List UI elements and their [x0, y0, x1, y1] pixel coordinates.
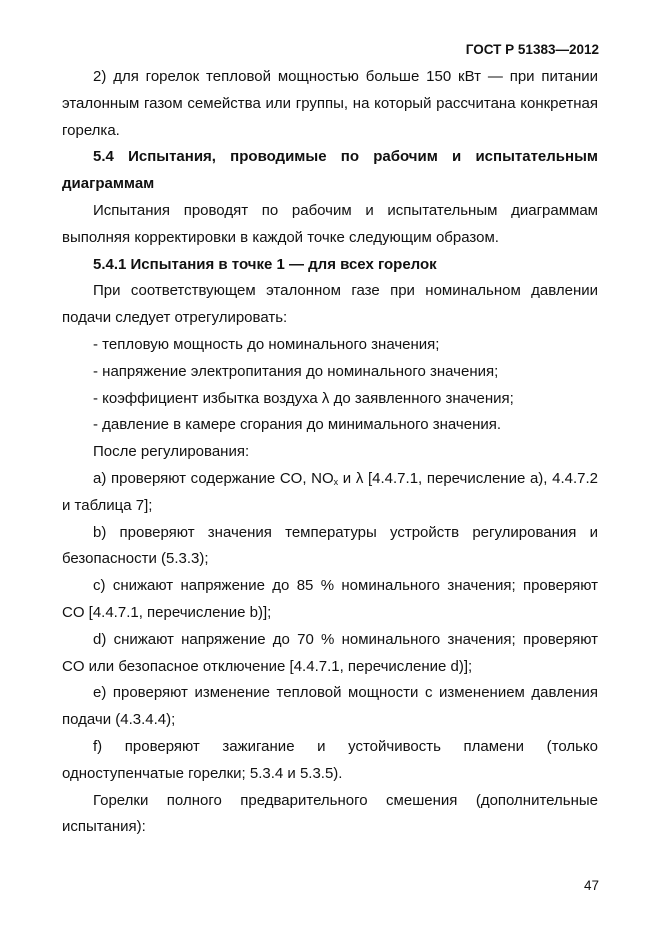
document-body [62, 64, 598, 841]
step-a-text-rest: и λ [4.4.7.1, перечисление а), 4.4.7.2 и таблица 7]; [62, 469, 598, 514]
paragraph-tests-by-diagrams: Испытания проводят по рабочим и испытательным диаграммам выполняя корректировки в каждой точке следующим образом. [62, 201, 598, 246]
section-heading-5-4: 5.4 Испытания, проводимые по рабочим и испытательным диаграммам [62, 148, 598, 193]
section-heading-5-4-1: 5.4.1 Испытания в точке 1 — для всех горелок [93, 255, 437, 273]
step-d: d) снижают напряжение до 70 % номинального значения; проверяют CO или безопасное отключение [4.4.7.1, перечисление d)]; [62, 630, 598, 675]
page-number: 47 [583, 878, 599, 893]
step-c: c) снижают напряжение до 85 % номинального значения; проверяют CO [4.4.7.1, перечисление b)]; [62, 577, 598, 621]
paragraph-burner-over-150kw: 2) для горелок тепловой мощностью больше 150 кВт — при питании эталонным газом семейства или группы, на который рассчитана конкретная горелка. [62, 68, 598, 139]
list-item: - давление в камере сгорания до минимального значения. [93, 416, 502, 434]
list-item: - напряжение электропитания до номинального значения; [93, 362, 499, 380]
nox-subscript: x [333, 476, 339, 487]
paragraph-after-adjust: После регулирования: [93, 443, 250, 461]
step-f: f) проверяют зажигание и устойчивость пламени (только одноступенчатые горелки; 5.3.4 и 5.3.5). [62, 737, 598, 782]
step-a [62, 466, 598, 520]
list-item: - коэффициент избытка воздуха λ до заявленного значения; [93, 389, 514, 407]
step-a-text: а) проверяют содержание CO, NO [93, 469, 334, 487]
standard-header: ГОСТ Р 51383—2012 [465, 42, 599, 57]
list-item: - тепловую мощность до номинального значения; [93, 335, 440, 353]
step-b: b) проверяют значения температуры устройств регулирования и безопасности (5.3.3); [62, 523, 598, 568]
paragraph-premix-burners: Горелки полного предварительного смешения (дополнительные испытания): [62, 791, 598, 836]
step-e: е) проверяют изменение тепловой мощности с изменением давления подачи (4.3.4.4); [62, 684, 598, 729]
paragraph-adjust-intro: При соответствующем эталонном газе при номинальном давлении подачи следует отрегулировать: [62, 282, 598, 327]
